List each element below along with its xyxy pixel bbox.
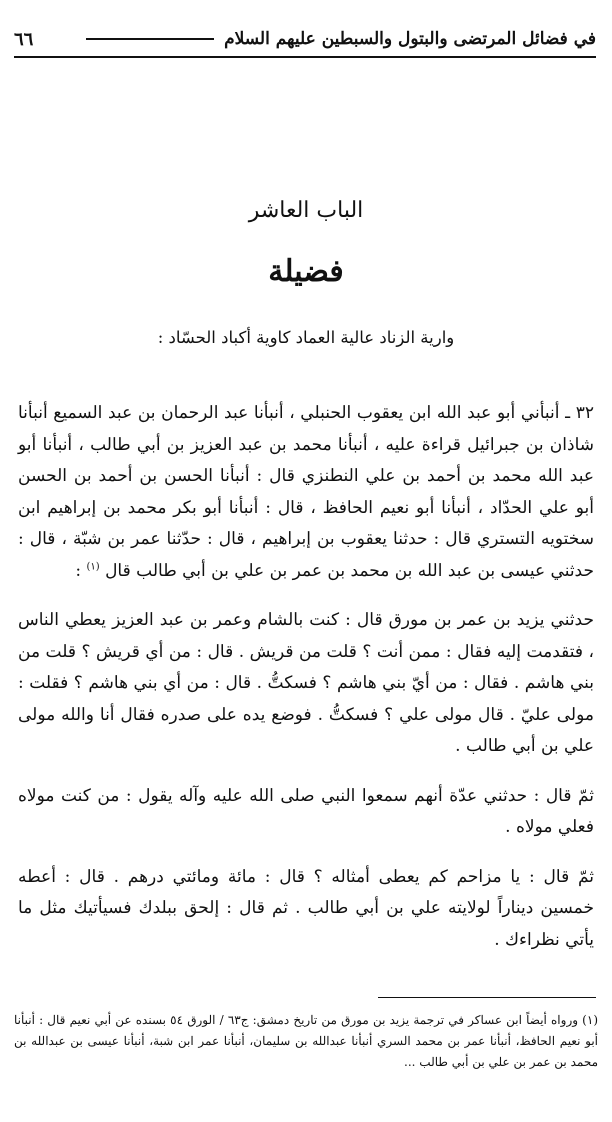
section-title: فضيلة	[268, 254, 344, 289]
running-header	[14, 22, 596, 56]
text-paragraph: ثمّ قال : حدثني عدّة أنهم سمعوا النبي صلى الله عليه وآله يقول : من كنت مولاه فعلي مولاه .	[18, 785, 594, 837]
hadith-paragraph: ٣٢ ـ أنبأني أبو عبد الله ابن يعقوب الحنبلي ، أنبأنا عبد الرحمان بن عبد السميع أنبأنا شاذان بن جبرائيل قراءة عليه ، أنبأنا محمد بن عبد العزيز بن أبي طالب ، أنبأنا أبو عبد الله محمد بن أحمد بن علي النطنزي قال : أنبأنا الحسن بن أحمد بن الحسن أبو علي الحدّاد ، أنبأنا أبو نعيم الحافظ ، قال : أنبأنا أبو بكر محمد بن إبراهيم ابن سختويه التستري قال : حدثنا يعقوب بن إبراهيم ، قال : حدّثنا عمر بن شبّة ، قال : حدثني عيسى بن عبد الله بن محمد بن عمر بن علي بن أبي طالب قال $^{(١)}$ :	[18, 403, 594, 581]
footnote-reference[interactable]: (١)	[86, 560, 100, 572]
running-title: في فضائل المرتضى والبتول والسبطين عليهم السلام	[224, 29, 596, 49]
isnad-text: ٣٢ ـ أنبأني أبو عبد الله ابن يعقوب الحنبلي ، أنبأنا عبد الرحمان بن عبد السميع أنبأنا شاذان بن جبرائيل قراءة عليه ، أنبأنا محمد بن عبد العزيز بن أبي طالب ، أنبأنا أبو عبد الله محمد بن أحمد بن علي النطنزي قال : أنبأنا الحسن بن أحمد بن الحسن أبو علي الحدّاد ، أنبأنا أبو نعيم الحافظ ، قال : أنبأنا أبو بكر محمد بن إبراهيم ابن سختويه التستري قال : حدثنا يعقوب بن إبراهيم ، قال : حدّثنا عمر بن شبّة ، قال : حدثني عيسى بن عبد الله بن محمد بن عمر بن علي بن أبي طالب قال	[18, 403, 594, 581]
text-paragraph: ثمّ قال : يا مزاحم كم يعطى أمثاله ؟ قال : مائة ومائتي درهم . قال : أعطه خمسين ديناراً لولايته علي بن أبي طالب . ثم قال : إلحق ببلدك فسيأتيك مثل ما يأتي نظراءك .	[18, 866, 594, 950]
header-rule	[14, 56, 596, 58]
text-paragraph: حدثني يزيد بن عمر بن مورق قال : كنت بالشام وعمر بن عبد العزيز يعطي الناس ، فتقدمت إليه فقال : ممن أنت ؟ قلت من قريش . قال : من أي قريش ؟ قلت من بني هاشم . فقال : من أيّ بني هاشم ؟ فسكتُّ . قال : من أي بني هاشم ؟ فقلت : مولى عليّ . قال مولى علي ؟ فسكتُّ . فوضع يده على صدره فقال أنا والله مولى علي بن أبي طالب .	[18, 610, 594, 756]
section-subtitle: وارية الزناد عالية العماد كاوية أكباد الحسّاد :	[157, 328, 455, 347]
page-number: ٦٦	[14, 28, 34, 50]
footnote: (١) ورواه أيضاً ابن عساكر في ترجمة يزيد بن مورق من تاريخ دمشق: ج٦٣ / الورق ٥٤ بسنده عن أبي نعيم قال : أنبأنا أبو نعيم الحافظ، أنبأنا عمر بن محمد السري أنبأنا عبدالله بن سليمان، أنبأنا عمر ابن شبة، أنبأنا عيسى بن عبدالله بن محمد بن عمر بن علي بن أبي طالب ...	[14, 1013, 599, 1069]
chapter-heading: الباب العاشر	[248, 198, 364, 223]
header-dash	[86, 38, 214, 40]
footnote-separator	[378, 997, 596, 998]
main-text	[18, 398, 594, 956]
